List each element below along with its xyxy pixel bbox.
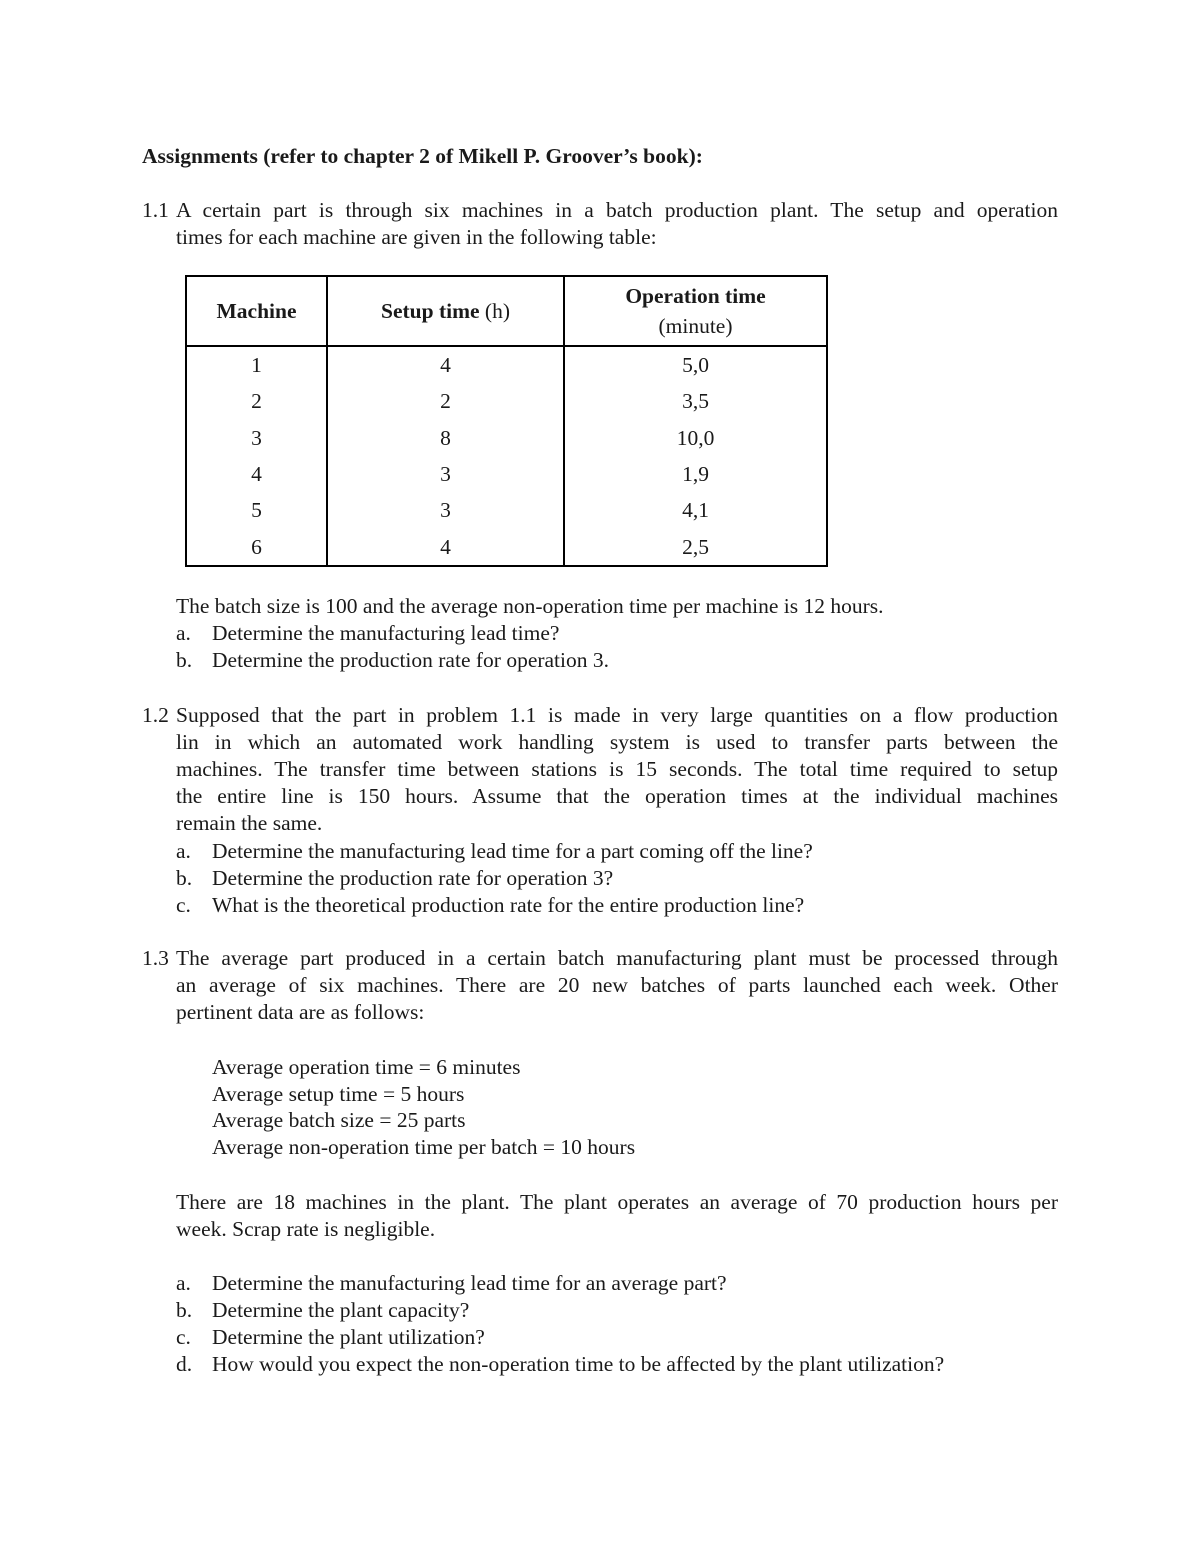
question-text: Determine the manufacturing lead time for an average part? (212, 1271, 727, 1295)
header-setup-time: Setup time (h) (327, 276, 564, 346)
cell-setup: 2 (327, 383, 564, 419)
question-text: What is the theoretical production rate for the entire production line? (212, 893, 805, 917)
data-operation-time: Average operation time = 6 minutes (212, 1055, 521, 1079)
table-row (186, 420, 827, 456)
cell-machine: 2 (186, 383, 327, 419)
cell-setup: 4 (327, 528, 564, 565)
problem-1-2-line-4: the entire line is 150 hours. Assume that the operation times at the individual machines (176, 784, 1058, 808)
cell-machine: 3 (186, 420, 327, 456)
problem-1-2-line-2: lin in which an automated work handling system is used to transfer parts between the (176, 730, 1058, 754)
question-text: Determine the plant utilization? (212, 1325, 485, 1349)
cell-operation: 10,0 (564, 420, 827, 456)
data-setup-time: Average setup time = 5 hours (212, 1082, 465, 1106)
cell-machine: 6 (186, 528, 327, 565)
problem-1-2-line-5: remain the same. (176, 811, 323, 835)
problem-1-1-line-1: A certain part is through six machines in a batch production plant. The setup and operation (176, 198, 1058, 222)
question-letter: a. (176, 621, 191, 645)
question-text: Determine the manufacturing lead time for a part coming off the line? (212, 839, 813, 863)
problem-1-3-line-1: The average part produced in a certain batch manufacturing plant must be processed through (176, 946, 1058, 970)
question-text: Determine the plant capacity? (212, 1298, 470, 1322)
problem-1-2-line-1: Supposed that the part in problem 1.1 is made in very large quantities on a flow production (176, 703, 1058, 727)
problem-1-1-line-2: times for each machine are given in the following table: (176, 225, 657, 249)
data-non-operation-time: Average non-operation time per batch = 10 hours (212, 1135, 636, 1159)
table-row (186, 492, 827, 528)
problem-1-1-number: 1.1 (142, 198, 169, 222)
question-text: Determine the production rate for operation 3? (212, 866, 614, 890)
table-row (186, 383, 827, 419)
cell-operation: 3,5 (564, 383, 827, 419)
cell-setup: 3 (327, 456, 564, 492)
question-letter: d. (176, 1352, 193, 1376)
assignment-heading: Assignments (refer to chapter 2 of Mikell P. Groover’s book): (142, 144, 703, 168)
question-letter: b. (176, 648, 193, 672)
question-letter: a. (176, 839, 191, 863)
question-text: Determine the manufacturing lead time? (212, 621, 560, 645)
problem-1-2-line-3: machines. The transfer time between stations is 15 seconds. The total time required to setup (176, 757, 1058, 781)
data-batch-size: Average batch size = 25 parts (212, 1108, 466, 1132)
question-text: How would you expect the non-operation time to be affected by the plant utilization? (212, 1352, 945, 1376)
header-operation-time: Operation time (minute) (564, 276, 827, 346)
question-text: Determine the production rate for operation 3. (212, 648, 610, 672)
question-letter: a. (176, 1271, 191, 1295)
plant-info-line-2: week. Scrap rate is negligible. (176, 1217, 436, 1241)
question-letter: b. (176, 1298, 193, 1322)
cell-setup: 4 (327, 346, 564, 383)
table-row (186, 456, 827, 492)
table-header-row (186, 276, 827, 346)
table-row (186, 346, 827, 383)
cell-setup: 8 (327, 420, 564, 456)
problem-1-3-line-2: an average of six machines. There are 20 new batches of parts launched each week. Other (176, 973, 1058, 997)
table-row (186, 528, 827, 565)
cell-operation: 1,9 (564, 456, 827, 492)
problem-1-2-number: 1.2 (142, 703, 169, 727)
cell-operation: 4,1 (564, 492, 827, 528)
cell-setup: 3 (327, 492, 564, 528)
problem-1-3-line-3: pertinent data are as follows: (176, 1000, 425, 1024)
question-letter: c. (176, 1325, 191, 1349)
cell-operation: 2,5 (564, 528, 827, 565)
cell-machine: 4 (186, 456, 327, 492)
header-machine: Machine (186, 276, 327, 346)
problem-1-1-batch-info: The batch size is 100 and the average non-operation time per machine is 12 hours. (176, 594, 884, 618)
problem-1-3-number: 1.3 (142, 946, 169, 970)
question-letter: c. (176, 893, 191, 917)
machine-times-table (185, 275, 828, 567)
cell-machine: 1 (186, 346, 327, 383)
plant-info-line-1: There are 18 machines in the plant. The plant operates an average of 70 production hours per (176, 1190, 1058, 1214)
cell-operation: 5,0 (564, 346, 827, 383)
question-letter: b. (176, 866, 193, 890)
cell-machine: 5 (186, 492, 327, 528)
